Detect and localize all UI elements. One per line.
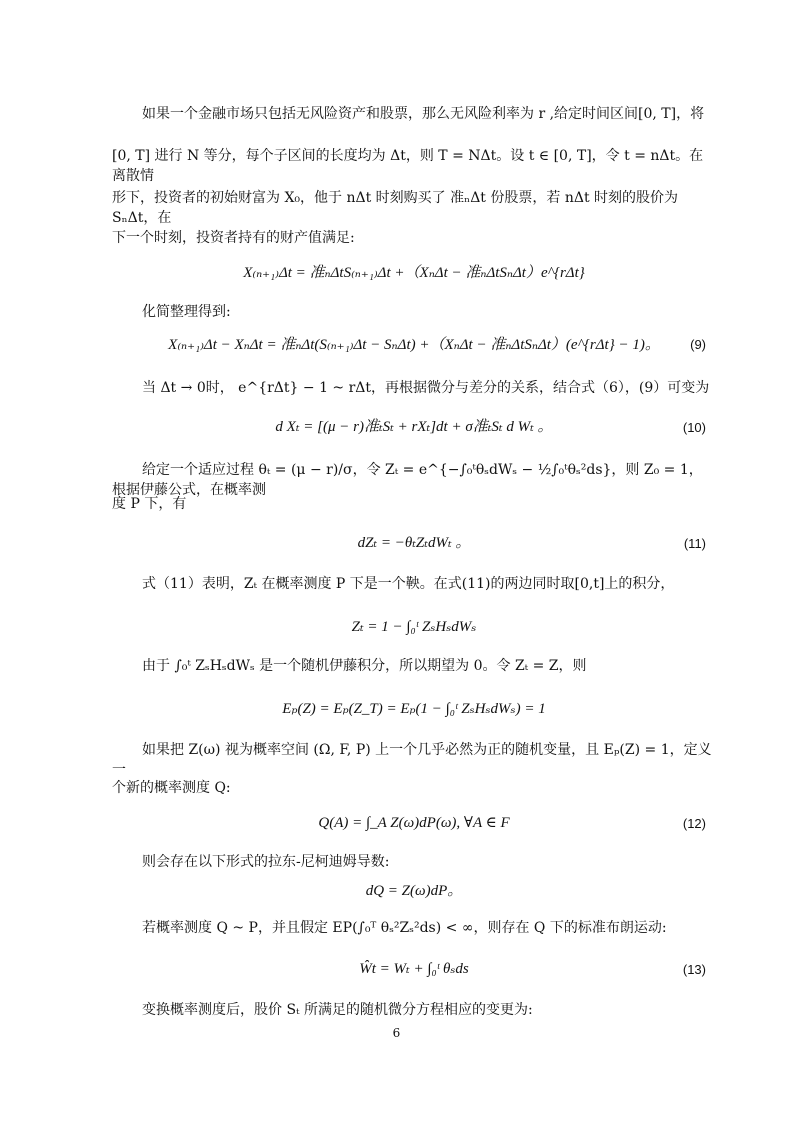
text-brownian-motion: 若概率测度 Q ~ P，并且假定 EP(∫₀ᵀ θₛ²Zₛ²ds) < ∞，则存在 Q 下的标准布朗运动:	[142, 920, 667, 936]
text-expectation: 由于 ∫₀ᵗ ZₛHₛdWₛ 是一个随机伊藤积分，所以期望为 0。令 Zₜ = Z，则	[142, 658, 587, 674]
text-simplify: 化简整理得到:	[142, 304, 231, 320]
text-adapted-process-2: 度 P 下，有	[112, 496, 187, 512]
equation-12: Q(A) = ∫_A Z(ω)dP(ω), ∀A ∈ F	[318, 815, 510, 831]
text-radon-nikodym: 则会存在以下形式的拉东-尼柯迪姆导数:	[142, 854, 390, 870]
equation-radon-nikodym: dQ = Z(ω)dP。	[365, 883, 463, 899]
equation-number-11: (11)	[683, 536, 706, 551]
paragraph-intro-1: 如果一个金融市场只包括无风险资产和股票，那么无风险利率为 r ,给定时间区间[0, T]，将	[142, 106, 705, 122]
equation-10: d Xₜ = [(μ − r)准ₜSₜ + rXₜ]dt + σ准ₜSₜ d Wₜ 。	[275, 419, 553, 435]
equation-number-10: (10)	[682, 420, 706, 435]
text-martingale: 式（11）表明，Zₜ 在概率测度 P 下是一个鞅。在式(11)的两边同时取[0,t]上的积分，	[142, 576, 675, 592]
equation-11: dZₜ = −θₜZₜdWₜ 。	[357, 535, 471, 551]
equation-number-12: (12)	[682, 816, 706, 831]
text-measure-1: 如果把 Z(ω) 视为概率空间 (Ω, F, P) 上一个几乎必然为正的随机变量，且 Eₚ(Z) = 1，定义一	[112, 742, 712, 778]
equation-expectation: Eₚ(Z) = Eₚ(Z_T) = Eₚ(1 − ∫₀ᵗ ZₛHₛdWₛ) = 1	[282, 701, 546, 717]
text-measure-2: 个新的概率测度 Q:	[112, 780, 231, 796]
page-number: 6	[392, 1026, 401, 1040]
equation-wealth: X₍ₙ₊₁₎Δt = 准ₙΔtS₍ₙ₊₁₎Δt +（XₙΔt − 准ₙΔtSₙΔt）e^{rΔt}	[243, 265, 585, 281]
equation-number-9: (9)	[690, 337, 706, 352]
equation-integral: Zₜ = 1 − ∫₀ᵗ ZₛHₛdWₛ	[351, 619, 477, 635]
paragraph-intro-4: 下一个时刻，投资者持有的财产值满足:	[112, 230, 355, 246]
equation-number-13: (13)	[682, 962, 706, 977]
equation-9: X₍ₙ₊₁₎Δt − XₙΔt = 准ₙΔt(S₍ₙ₊₁₎Δt − SₙΔt) +（XₙΔt − 准ₙΔtSₙΔt）(e^{rΔt} − 1)。	[168, 337, 660, 353]
equation-13: Ŵt = Wₜ + ∫₀ᵗ θₛds	[359, 961, 469, 977]
paragraph-intro-3: 形下，投资者的初始财富为 X₀，他于 nΔt 时刻购买了 准ₙΔt 份股票，若 nΔt 时刻的股价为 SₙΔt，在	[112, 190, 679, 226]
paragraph-intro-2: [0, T] 进行 N 等分，每个子区间的长度均为 Δt，则 T = NΔt。设 t ∈ [0, T]，令 t = nΔt。在离散情	[112, 148, 704, 184]
text-adapted-process-1: 给定一个适应过程 θₜ = (μ − r)/σ，令 Zₜ = e^{−∫₀ᵗθₛdWₛ − ½∫₀ᵗθₛ²ds}，则 Z₀ = 1，根据伊藤公式，在概率测	[112, 462, 703, 498]
text-limit: 当 Δt → 0时， e^{rΔt} − 1 ~ rΔt，再根据微分与差分的关系，结合式（6），(9）可变为	[142, 380, 710, 396]
text-measure-change: 变换概率测度后，股价 Sₜ 所满足的随机微分方程相应的变更为:	[142, 1002, 533, 1018]
